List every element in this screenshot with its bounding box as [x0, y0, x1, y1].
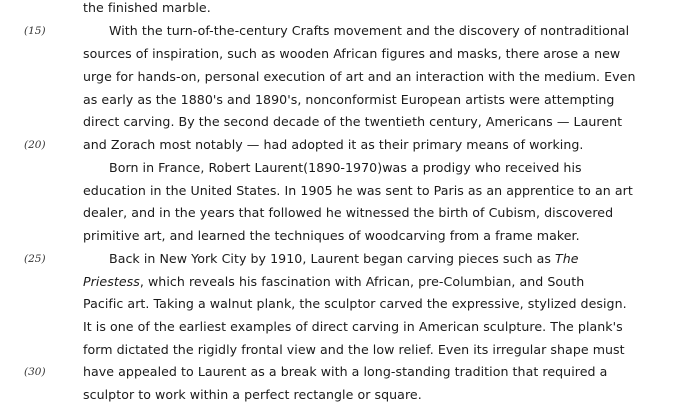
line-text: sculptor to work within a perfect rectangle or square.: [83, 387, 422, 402]
passage-line: [0, 225, 683, 247]
artwork-title: Priestess: [83, 274, 140, 289]
line-text: Born in France, Robert Laurent(1890-1970)was a prodigy who received his: [109, 160, 582, 175]
passage-line: [0, 43, 683, 65]
line-text: direct carving. By the second decade of the twentieth century, Americans — Laurent: [83, 114, 623, 129]
passage-line: [0, 316, 683, 338]
passage-line: [0, 293, 683, 315]
line-text: Pacific art. Taking a walnut plank, the sculptor carved the expressive, stylized design.: [83, 296, 627, 311]
passage-line: [0, 157, 683, 179]
line-text: [109, 248, 579, 270]
line-text: as early as the 1880's and 1890's, nonconformist European artists were attempting: [83, 92, 615, 107]
line-text: form dictated the rigidly frontal view and the low relief. Even its irregular shape must: [83, 342, 625, 357]
passage-line: [0, 0, 683, 19]
line-text: [83, 271, 584, 293]
passage-line: [0, 361, 683, 383]
artwork-title: The: [555, 251, 579, 266]
line-number: (20): [24, 139, 46, 151]
line-number: (30): [24, 366, 46, 378]
line-text: education in the United States. In 1905 he was sent to Paris as an apprentice to an art: [83, 183, 633, 198]
line-text-roman: Back in New York City by 1910, Laurent began carving pieces such as: [109, 251, 556, 266]
passage-line: [0, 339, 683, 361]
line-text: It is one of the earliest examples of direct carving in American sculpture. The plank's: [83, 319, 623, 334]
line-text-roman: , which reveals his fascination with African, pre-Columbian, and South: [139, 274, 585, 289]
line-text: With the turn-of-the-century Crafts movement and the discovery of nontraditional: [109, 23, 630, 38]
line-text: and Zorach most notably — had adopted it as their primary means of working.: [83, 137, 584, 152]
line-text: the finished marble.: [83, 0, 211, 15]
passage-line: [0, 89, 683, 111]
line-text: dealer, and in the years that followed he witnessed the birth of Cubism, discovered: [83, 205, 614, 220]
line-text: have appealed to Laurent as a break with a long-standing tradition that required a: [83, 364, 608, 379]
line-text: urge for hands-on, personal execution of art and an interaction with the medium. Even: [83, 69, 636, 84]
line-number: (15): [24, 25, 46, 37]
passage-line: [0, 248, 683, 270]
passage-line: [0, 134, 683, 156]
line-text: sources of inspiration, such as wooden African figures and masks, there arose a new: [83, 46, 621, 61]
passage-line: [0, 271, 683, 293]
line-number: (25): [24, 253, 46, 265]
passage-line: [0, 66, 683, 88]
passage-line: [0, 111, 683, 133]
passage-line: [0, 180, 683, 202]
line-text: primitive art, and learned the techniques of woodcarving from a frame maker.: [83, 228, 580, 243]
passage-line: [0, 202, 683, 224]
passage-line: [0, 384, 683, 406]
passage-line: [0, 20, 683, 42]
